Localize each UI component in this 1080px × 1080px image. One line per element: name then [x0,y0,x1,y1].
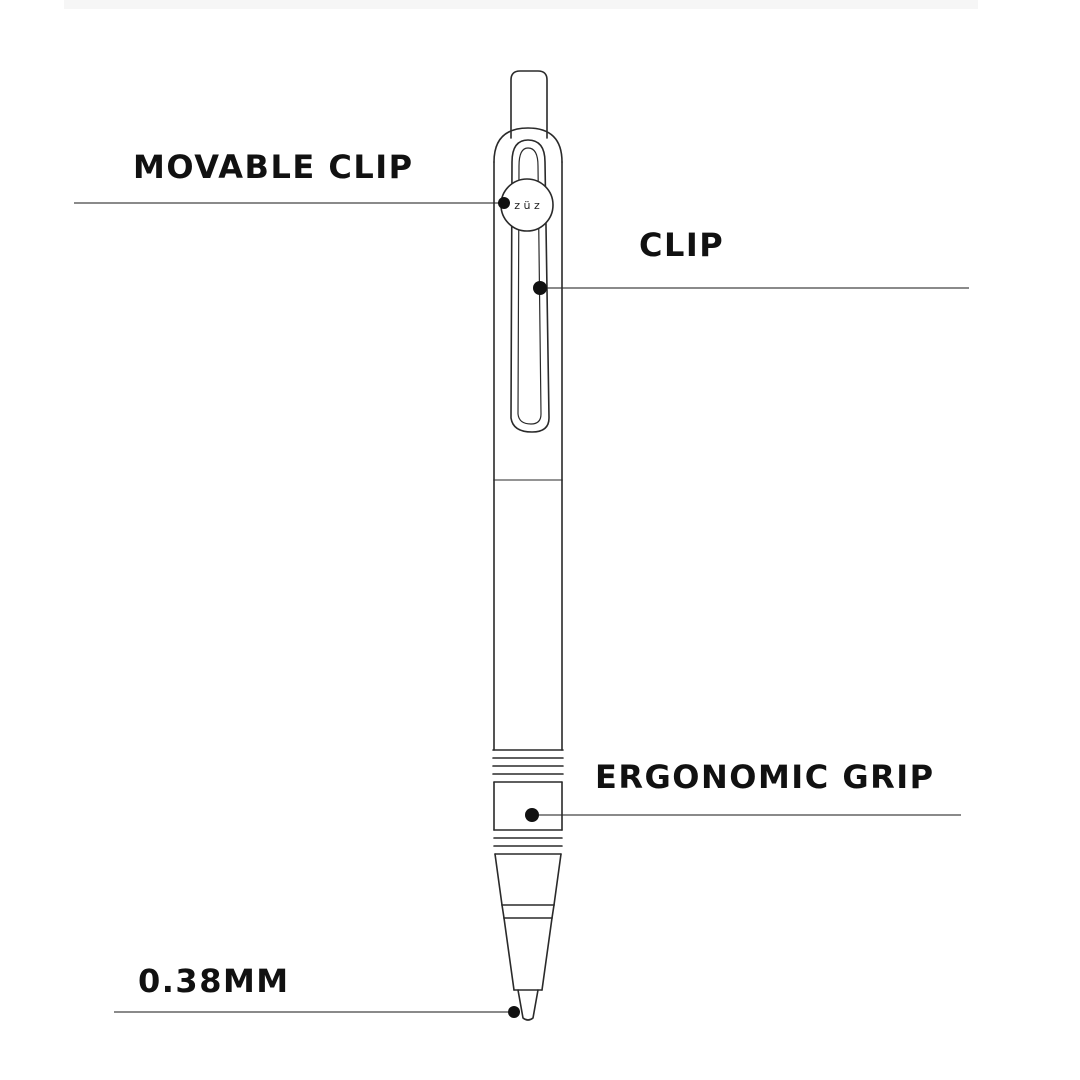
movable-clip-label: MOVABLE CLIP [133,148,414,186]
grip-marker [525,808,539,822]
brand-mark: z ü z [514,199,540,212]
movable-clip-marker [498,197,510,209]
clip-marker [533,281,547,295]
grip-band [494,782,562,830]
clip-label: CLIP [639,226,725,264]
cone-upper [495,854,561,905]
tip-size-label: 0.38MM [138,962,290,1000]
pen-body [493,71,563,1020]
tip-marker [508,1006,520,1018]
refill-tip [518,990,538,1020]
lower-barrel [494,480,562,750]
clip-arch [494,128,562,162]
nose-cone [504,918,552,990]
cone-band-sides [502,905,554,918]
ergonomic-grip-label: ERGONOMIC GRIP [595,758,935,796]
